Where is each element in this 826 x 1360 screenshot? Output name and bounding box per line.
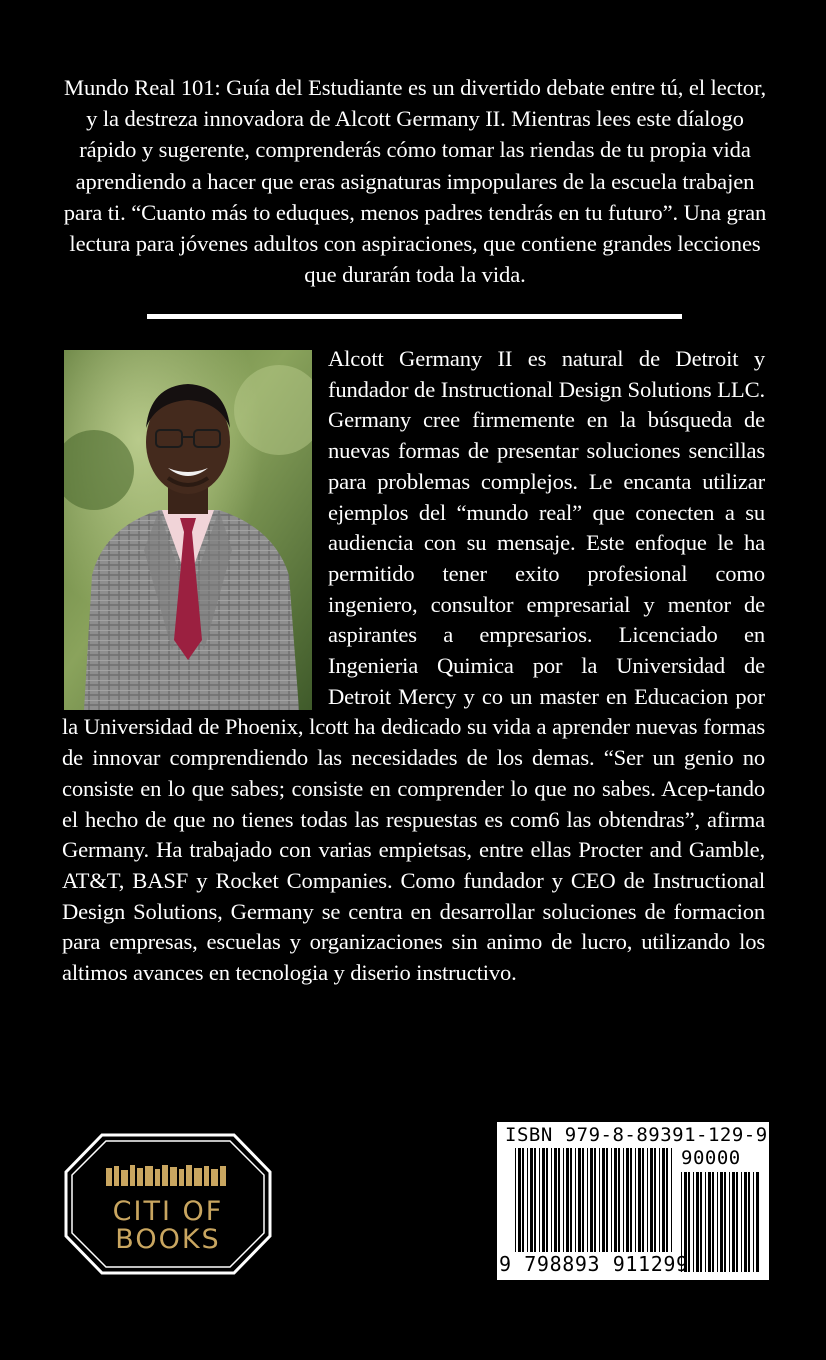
price-addon-text: 90000 (681, 1147, 741, 1169)
divider-rule (147, 314, 682, 319)
author-bio (62, 344, 765, 989)
logo-line-1: CITI OF (112, 1196, 224, 1227)
author-bio-text: Alcott Germany II es natural de Detroit y fundador de Instructional Design Solutions LLC. Germany cree firmemente en la búsqueda de nuevas formas de presentar soluciones sencillas para problemas complejos. Le encanta utilizar ejemplos del “mundo real” que conecten a su audiencia con su mensaje. Este enfoque le ha permitido tener exito profesional como ingeniero, consultor empresarial y mentor de aspirantes a empresarios. Licenciado en Ingenieria Quimica por la Universidad de Detroit Mercy y co un master en Educacion por la Universidad de Phoenix, lcott ha dedicado su vida a aprender nuevas formas de innovar comprendiendo las necesidades de los demas. “Ser un genio no consiste en lo que sabes; consiste en comprender lo que no sabes. Acep-tando el hecho de que no tienes todas las respuestas es com6 las obtendras”, afirma Germany. Ha trabajado con varias empietsas, entre ellas Procter and Gamble, AT&T, BASF y Rocket Companies. Como fundador y CEO de Instructional Design Solutions, Germany se centra en desarrollar soluciones de formacion para empresas, escuelas y organizaciones sin animo de lucro, utilizando los altimos avances en tecnologia y diserio instructivo. (62, 346, 765, 986)
photo-spacer (62, 344, 328, 712)
isbn-text: ISBN 979-8-89391-129-9 (505, 1124, 768, 1146)
logo-line-2: BOOKS (115, 1224, 221, 1255)
isbn-barcode (497, 1122, 769, 1280)
ean-digits-text: 9 798893 911299 (499, 1252, 689, 1276)
back-cover-blurb: Mundo Real 101: Guía del Estudiante es un divertido debate entre tú, el lector, y la destreza innovadora de Alcott Germany II. Mientras lees este díalogo rápido y sugerente, comprenderás cómo tomar las riendas de tu propia vida aprendiendo a hacer que eras asignaturas impopulares de la escuela trabajen para ti. “Cuanto más to eduques, menos padres tendrás en tu futuro”. Una gran lectura para jóvenes adultos con aspiraciones, que contiene grandes lecciones que durarán toda la vida. (63, 75, 767, 288)
publisher-logo (62, 1132, 274, 1276)
